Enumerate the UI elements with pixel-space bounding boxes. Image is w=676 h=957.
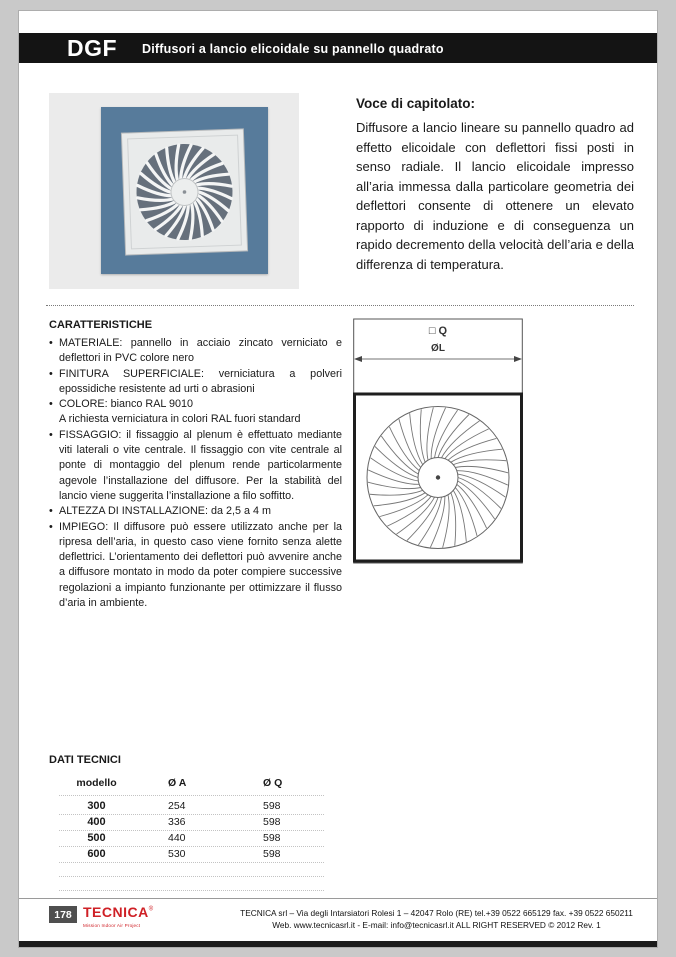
product-code: DGF bbox=[67, 35, 118, 61]
header-bar bbox=[19, 33, 658, 63]
cell-diam-q: 598 bbox=[263, 848, 281, 860]
table-row bbox=[59, 815, 324, 831]
cell-diam-q: 598 bbox=[263, 816, 281, 828]
table-row bbox=[59, 799, 324, 815]
technical-diagram bbox=[353, 317, 523, 565]
col-header-diam-q: Ø Q bbox=[263, 777, 283, 789]
page-title: Diffusori a lancio elicoidale su pannello quadrato bbox=[142, 42, 444, 56]
cell-modello: 500 bbox=[87, 832, 106, 844]
table-row bbox=[59, 831, 324, 847]
datasheet-page bbox=[18, 10, 658, 948]
cell-diam-a: 440 bbox=[168, 832, 186, 844]
footer-divider bbox=[19, 898, 658, 899]
list-item: • COLORE: bianco RAL 9010 bbox=[49, 397, 342, 412]
list-item: • ALTEZZA DI INSTALLAZIONE: da 2,5 a 4 m bbox=[49, 504, 342, 519]
arrow-left bbox=[354, 356, 362, 362]
list-item: A richiesta verniciatura in colori RAL fuori standard bbox=[59, 413, 301, 426]
product-photo-panel bbox=[49, 93, 299, 289]
address-line-1: TECNICA srl – Via degli Intarsiatori Rolesi 1 – 42047 Rolo (RE) tel.+39 0522 665129 fax. +39 0522 650211 bbox=[240, 908, 633, 918]
address-line-2: Web. www.tecnicasrl.it - E-mail: info@tecnicasrl.it ALL RIGHT RESERVED © 2012 Rev. 1 bbox=[272, 919, 601, 930]
list-item: • FINITURA SUPERFICIALE: verniciatura a polveri epossidiche resistente ad urti o abrasioni bbox=[49, 367, 342, 398]
table-empty-row bbox=[59, 863, 324, 877]
col-header-modello: modello bbox=[76, 777, 117, 789]
cell-diam-a: 530 bbox=[168, 848, 186, 860]
brand-tagline: Mission Indoor Air Project bbox=[83, 923, 141, 928]
arrow-right bbox=[514, 356, 522, 362]
diagram-label-q: □ Q bbox=[428, 325, 448, 337]
list-item: • IMPIEGO: Il diffusore può essere utilizzato anche per la ripresa dell’aria, in questo caso viene fornito senza alette deflettrici. L’orientamento dei deflettori può avvenire anche a diffusore montato in modo da poter compiere successive regolazioni a impianto funzionante per ottimizzare il flusso d’aria in ambiente. bbox=[49, 520, 342, 612]
brand-name: TECNICA bbox=[83, 904, 149, 920]
cell-diam-a: 336 bbox=[168, 816, 186, 828]
caratteristiche-heading: CARATTERISTICHE bbox=[49, 319, 153, 331]
voce-body: Diffusore a lancio lineare su pannello quadro ad effetto elicoidale con deflettori fissi posti in senso radiale. Il lancio elicoidale impresso all’aria immessa dalla particolare geometria dei deflettori consente di ottenere un elevato rapporto di induzione e di conseguenza un rapido decremento della velocità dell’aria e della differenza di temperatura. bbox=[356, 120, 634, 272]
bottom-bar bbox=[19, 941, 658, 948]
diagram-label-l: ØL bbox=[431, 343, 445, 354]
registered-mark: ® bbox=[148, 906, 154, 913]
dati-tecnici-heading: DATI TECNICI bbox=[49, 754, 121, 766]
cell-diam-a: 254 bbox=[168, 800, 186, 812]
caratteristiche-list bbox=[49, 336, 342, 611]
table-row bbox=[59, 847, 324, 863]
list-item: • FISSAGGIO: il fissaggio al plenum è effettuato mediante viti laterali o vite centrale. Il fissaggio con vite centrale al ponte di montaggio del plenum rende particolarmente agevole l’installazione del diffusore. Per la stabilità del lancio viene suggerita l’installazione a filo soffitto. bbox=[49, 428, 342, 504]
voce-di-capitolato-section bbox=[356, 96, 634, 274]
cell-modello: 300 bbox=[87, 800, 106, 812]
company-address bbox=[234, 908, 639, 931]
voce-heading: Voce di capitolato: bbox=[356, 96, 476, 111]
cell-diam-q: 598 bbox=[263, 800, 281, 812]
list-item: • MATERIALE: pannello in acciaio zincato verniciato e deflettori in PVC colore nero bbox=[49, 336, 342, 367]
col-header-diam-a: Ø A bbox=[168, 777, 187, 789]
caratteristiche-section bbox=[49, 319, 342, 611]
technical-table bbox=[59, 776, 324, 891]
page-number: 178 bbox=[49, 906, 77, 923]
table-empty-row bbox=[59, 877, 324, 891]
cell-modello: 400 bbox=[87, 816, 106, 828]
diffuser-dimension-drawing bbox=[353, 317, 523, 565]
tecnica-logo bbox=[83, 904, 173, 928]
dati-tecnici-section bbox=[49, 754, 349, 774]
cell-diam-q: 598 bbox=[263, 832, 281, 844]
diffuser-photo-illustration bbox=[101, 107, 268, 274]
cell-modello: 600 bbox=[87, 848, 106, 860]
dotted-divider bbox=[46, 305, 634, 306]
product-photo bbox=[101, 107, 268, 274]
table-header-row bbox=[59, 776, 324, 796]
